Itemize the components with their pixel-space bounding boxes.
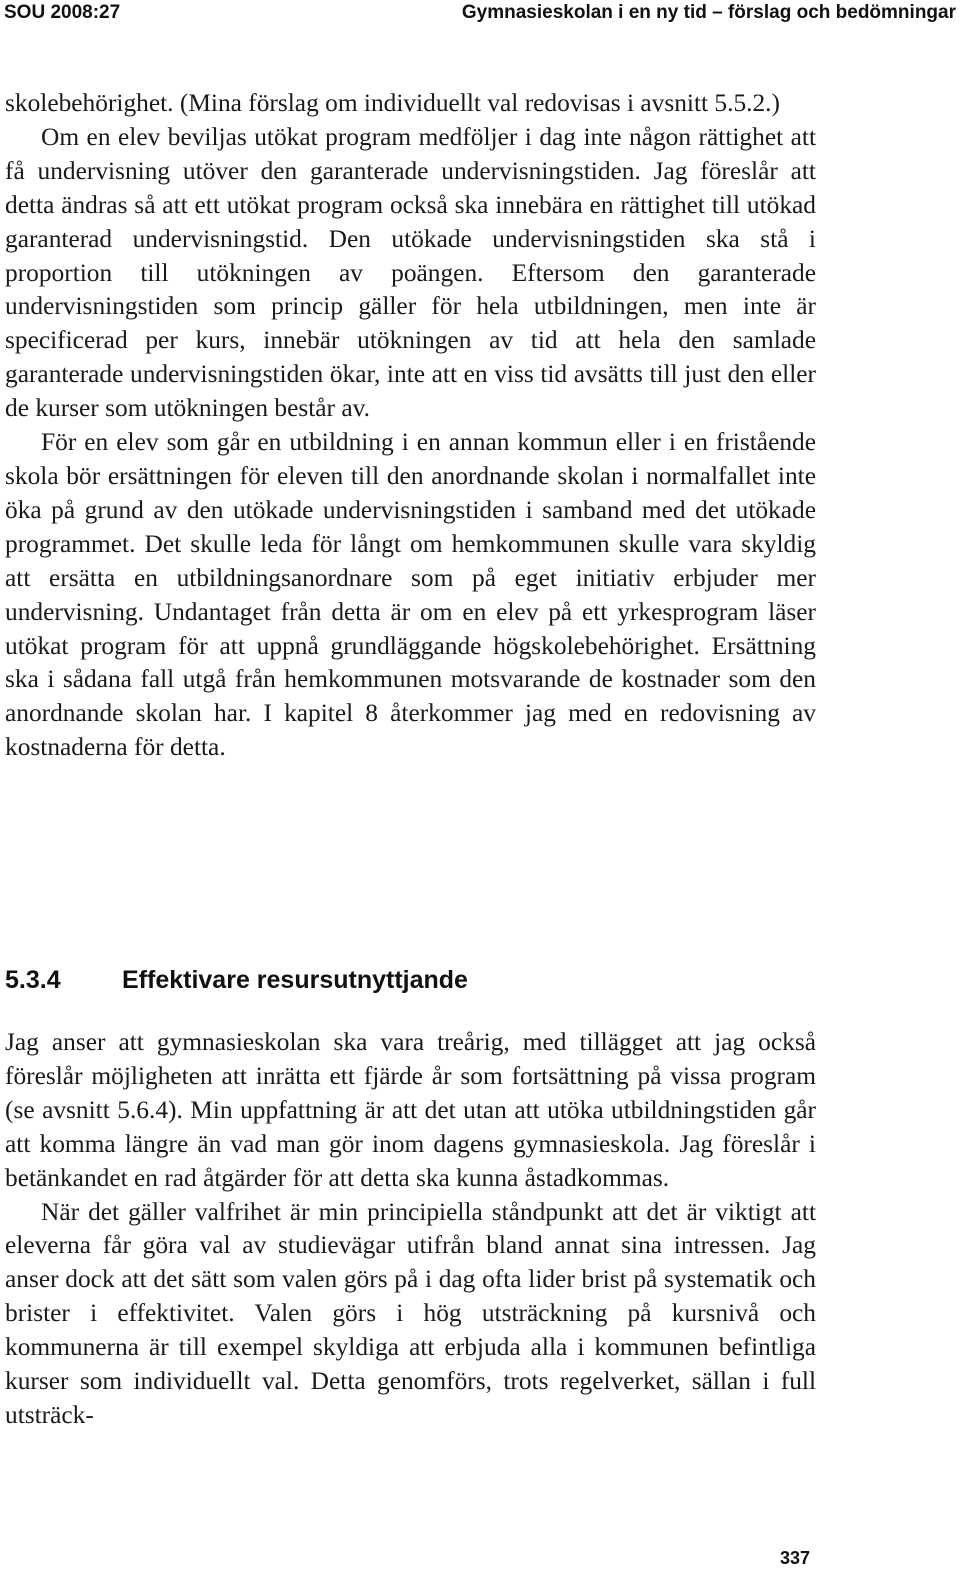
page-header — [0, 0, 960, 30]
paragraph: När det gäller valfrihet är min principiella ståndpunkt att det är viktigt att eleverna får göra val av studievägar utifrån bland annat sina intressen. Jag anser dock att det sätt som valen görs på i dag ofta lider brist på systematik och brister i effektivitet. Valen görs i hög utsträckning på kursnivå och kommunerna är till exempel skyldiga att erbjuda alla i kommunen befintliga kurser som individuellt val. Detta genomförs, trots regelverket, sällan i full utsträck- — [5, 1197, 816, 1429]
paragraph: Jag anser att gymnasieskolan ska vara treårig, med tillägget att jag också föreslår möjligheten att inrätta ett fjärde år som fortsättning på vissa program (se avsnitt 5.6.4). Min uppfattning är att det utan att utöka utbildningstiden går att komma längre än vad man gör inom dagens gymnasieskola. Jag föreslår i betänkandet en rad åtgärder för att detta ska kunna åstadkommas. — [5, 1028, 816, 1192]
section-number: 5.3.4 — [5, 966, 61, 994]
section-heading — [5, 966, 816, 995]
running-title: Gymnasieskolan i en ny tid – förslag och bedömningar — [461, 2, 956, 23]
document-reference: SOU 2008:27 — [4, 2, 121, 23]
paragraph: Om en elev beviljas utökat program medföljer i dag inte någon rättighet att få undervisning utöver den garanterade undervisningstiden. Jag föreslår att detta ändras så att ett utökat program också ska innebära en rättighet till utökad garanterad undervisningstid. Den utökade undervisningstiden ska stå i proportion till utökningen av poängen. Eftersom den garanterade undervisningstiden som princip gäller för hela utbildningen, men inte är specificerad per kurs, innebär utökningen av tid att hela den samlade garanterade undervisningstiden ökar, inte att en viss tid avsätts till just den eller de kurser som utökningen består av. — [5, 122, 816, 423]
body-text-bottom — [5, 1026, 816, 1433]
paragraph: För en elev som går en utbildning i en annan kommun eller i en fristående skola bör ersättningen för eleven till den anordnande skolan i normalfallet inte öka på grund av den utökade undervisningstiden i samband med det utökade programmet. Det skulle leda för långt om hemkommunen skulle vara skyldig att ersätta en utbildningsanordnare som på eget initiativ erbjuder mer undervisning. Undantaget från detta är om en elev på ett yrkesprogram läser utökat program för att uppnå grundläggande högskolebehörighet. Ersättning ska i sådana fall utgå från hemkommunen motsvarande de kostnader som den anordnande skolan har. I kapitel 8 återkommer jag med en redovisning av kostnaderna för detta. — [5, 428, 816, 762]
paragraph: skolebehörighet. (Mina förslag om individuellt val redovisas i avsnitt 5.5.2.) — [5, 89, 780, 117]
section-title: Effektivare resursutnyttjande — [122, 966, 468, 994]
page-number: 337 — [780, 1548, 811, 1568]
body-text-top — [5, 87, 816, 765]
